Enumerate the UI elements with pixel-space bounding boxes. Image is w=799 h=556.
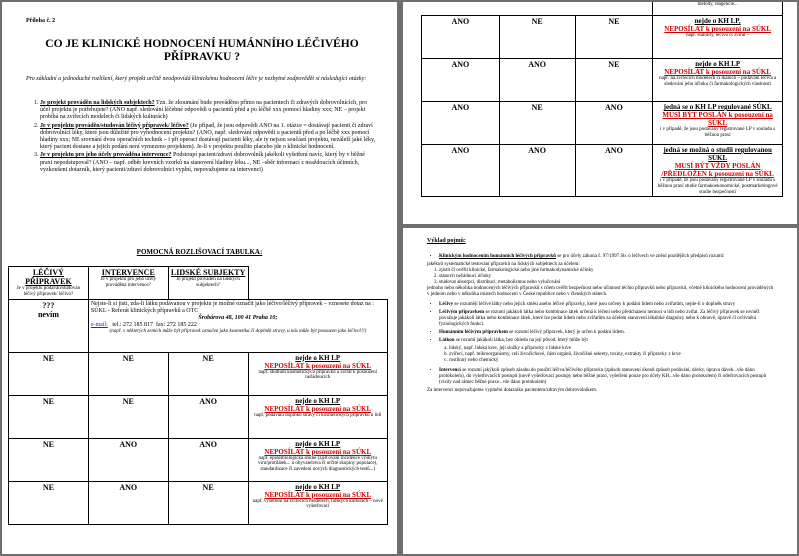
intro-text: Pro základní a jednoduché rozlišení, který projekt určitě neodpovídá klinickému hodnocení léčiv je nezbytné zodpovědět si následující otázky:: [26, 76, 367, 82]
table-cell: NE: [88, 395, 168, 438]
table-cell: ANO: [168, 395, 248, 438]
page-title: [22, 38, 382, 64]
definition-subitem: 2. stanovit nežádoucí účinky: [439, 274, 777, 280]
action-text: NEPOSÍLAT k posouzení na SÚKL: [264, 404, 372, 413]
table-cell: NE: [9, 352, 89, 395]
verdict-note: např. studium kosmetických přípravků a zvířat k posouzení nežádoucích: [258, 369, 378, 381]
table-row: [9, 481, 388, 524]
definition-item: • Látkou se rozumí jakákoli látka, bez ohledu na její původ, který může být: [439, 338, 777, 344]
verdict-text: jedná se možná o studii regulovanou SÚKL: [663, 146, 772, 162]
verdict-note: např. vyšetření na zvířecích modelech, lidských kulturách – nové vyšetřovací: [252, 498, 383, 510]
action-text: NEPOSÍLAT k posouzení na SÚKL: [264, 490, 372, 499]
table-header-row: [9, 267, 388, 300]
annex-label: Příloha č. 2: [26, 18, 56, 24]
question-item: 2. Je v projektu prováděn/studován léčivý přípravek/ léčivo? (Je případ, že jsou odpovědi ANO na 1. otázce = dostávají pacienti či zdraví dobrovolníci léky, které jsou důležité pro vyhodnocení projektu? (ANO, např. sledování odpovědi u pacientů před a po léčbě xxx pomocí hladiny xxx; NE srovnání dvou operačních technik – i při operaci dostávají pacienti léky, ale ty nejsou součástí projektu, nezáleží jaké léky, který pacient dostane a jejich podání není vymezeno projektem). Je-li v projektu použito placebo jde o klinické hodnocení.: [40, 123, 376, 152]
verdict-cell: [653, 16, 783, 59]
header-medicine: LÉČIVÝ PŘÍPRAVEK Je v projektu podáván/studován léčivý přípravek/ léčivo?: [9, 267, 89, 300]
top-note: metody, reagencie...: [653, 2, 783, 16]
action-text: NEPOSÍLAT k posouzení na SÚKL: [664, 25, 772, 33]
verdict-text: jedná se o KH LP regulované SÚKL: [663, 103, 772, 111]
table-cell: NE: [499, 102, 575, 145]
table-cell: ANO: [575, 102, 653, 145]
verdict-cell: [653, 59, 783, 102]
question-item: 1. Je projekt prováděn na lidských subjektech? Tzn. že zkoumání bude prováděno přímo na pacientech či zdravých dobrovolnících, pro účel projektu je potřebujete? (ANO např. sledování léčebné odpovědi u pacientů před a po léčbě xxx pomocí hladiny xxx; NE – projekt probíhá na zvířecích modelech či lidských kulturách): [40, 100, 376, 122]
table-cell: NE: [575, 59, 653, 102]
table-cell: ANO: [499, 145, 575, 197]
table-cell: ANO: [168, 438, 248, 481]
table-cell: NE: [9, 395, 89, 438]
title-line-1: CO JE KLINICKÉ HODNOCENÍ HUMÁNNÍHO LÉČIVÉHO: [45, 38, 359, 50]
table-row: [422, 16, 783, 59]
substance-origin-item: c. rostlinný nebo chemický: [449, 358, 777, 364]
table-cell: NE: [88, 352, 168, 395]
table-cell: NE: [9, 438, 89, 481]
verdict-note: i v případě, že jsou podávány registrované LP v souladu s běžnou praxí studie farmakoekonomické, postmarketingové studie bezpečnosti: [657, 178, 778, 195]
verdict-text: nejde o KH LP: [295, 353, 341, 362]
table-cell: NE: [168, 481, 248, 524]
action-text: NEPOSÍLAT k posouzení na SÚKL: [264, 447, 372, 456]
document-page-1: [2, 2, 397, 554]
table-row: [422, 102, 783, 145]
table-title: POMOCNÁ ROZLIŠOVACÍ TABULKA:: [136, 248, 263, 256]
verdict-text: nejde o KH LP,: [694, 17, 741, 25]
action-text: MUSÍ BÝT POSLÁN k posouzení na SÚKL: [662, 111, 773, 127]
table-cell: ANO: [88, 481, 168, 524]
definition-subitem: 1. zjistit či ověřit klinické, farmakologické nebo jiné farmakodynamické účinky: [439, 268, 777, 274]
header-intervention: INTERVENCE Je v projektu pro jeho účely prováděna intervence?: [88, 267, 168, 300]
table-row: [9, 438, 388, 481]
substance-origin-item: b. zvířecí, např. mikroorganismy, celí živočichové, části orgánů, živočišné sekrety, toxiny, extrakty či přípravky z krve: [449, 352, 777, 358]
table-row: [9, 395, 388, 438]
action-text: NEPOSÍLAT k posouzení na SÚKL: [264, 361, 372, 370]
question-item: 3. Je v projektu pro jeho účely prováděna intervence? Podstoupí pacient/zdraví dobrovolník jakékoli vyšetření navíc, který by v běžné praxi nepodstupoval? (ANO – např. odběr krevních vzorků na stanovení hladiny léku..., NE –sběr informací z neaždoucích účinních, vyzkoušeni dotazník, který pacienti/zdraví dobrovolníci vyplní, nepovažujeme za intervenci): [40, 152, 376, 174]
action-text: MUSÍ BÝT VŽDY POSLÁN /PŘEDLOŽEN k posouzení na SÚKL: [661, 162, 774, 178]
table-cell: NE: [575, 16, 653, 59]
verdict-text: nejde o KH LP: [295, 439, 341, 448]
table-cell: NE: [168, 352, 248, 395]
verdict-text: nejde o KH LP: [295, 396, 341, 405]
document-page-3: [403, 228, 797, 554]
action-text: NEPOSÍLAT k posouzení na SÚKL: [664, 68, 772, 76]
verdict-cell: [248, 438, 387, 481]
substance-origin-item: a. lidský, např. lidská krev, její složky a přípravky z lidské krve: [449, 346, 777, 352]
document-page-2: [403, 2, 797, 224]
verdict-text: nejde o KH LP: [295, 482, 341, 491]
table-cell: ANO: [422, 102, 500, 145]
table-cell: ANO: [499, 59, 575, 102]
table-cell: ANO: [88, 438, 168, 481]
table-row: [9, 352, 388, 395]
title-line-2: PŘÍPRAVKU ?: [163, 51, 241, 64]
verdict-cell: [248, 481, 387, 524]
definitions-heading: Výklad pojmů:: [427, 238, 466, 244]
questions-list: [26, 100, 376, 175]
definition-item: • Humánním léčivým přípravkem se rozumí léčivý přípravek, který je určen k podání lidem.: [439, 330, 777, 336]
definition-intervention: • Intervencí se rozumí jakýkoli způsob zásahu do použití léčiva/léčivého přípravku (způsob stanovení úkonů způsob podávání, dávky, úprava dávek...vše dáno protokolem), do vyšetřovacích postupů (nově vyšetřovací postupy nebo běžné praxí, vyšetření pouze pro účely KH...vše dáno protokolem) či odečtovacích postupů (visity nad rámec běžné praxe...vše dáno protokolem): [439, 368, 777, 386]
table-cell: NE: [9, 481, 89, 524]
table-cell: ANO: [575, 145, 653, 197]
verdict-note: např. podávání doplňků stravy či kosmetických přípravků u lidí: [254, 412, 382, 418]
verdict-text: nejde o KH LP: [695, 60, 741, 68]
definition-item: • Léčivy se rozumějí léčivé látky nebo jejich směsi anebo léčivé přípravky, které jsou určeny k podání lidem nebo zvířatům, nejde-li o doplněk stravy: [439, 302, 777, 308]
table-cell: ANO: [422, 145, 500, 197]
definitions-list: • Klinickým hodnocením humánních léčivých přípravků se pro účely zákona č. 97/1997 Sb. o léčivech ve znění pozdějších předpisů rozumí: jakékoli systematické testování přípravků na lidských subjektech za účelem: 1. zjistit či ověřit klinické, farmakologické nebo jiné farmakodynamické účinky 2. stanovit nežádoucí účinky 3. studovat absorpci, distribuci, metabolismus nebo vylučování jednoho nebo několika hodnocených léčivých přípravků s cílem ověřit bezpečnost nebo účinnost těchto přípravků nebo přípravků, včetně klinického hodnocení prováděných v jednom nebo v několika místech hodnocení v České republice nebo v členských státech. • Léčivy se rozumějí léčivé látky nebo jejich směsi anebo léčivé přípravky, které jsou určeny k podání lidem nebo zvířatům, nejde-li o doplněk stravy • Léčivým přípravkem se rozumí jakákoli látka nebo kombinace látek určená k léčení nebo předcházení nemoci u lidí nebo zvířat. Za léčivý přípravek se rovněž považuje jakákoli látka nebo kombinace látek, které lze podat lidem nebo zvířatům za účelem stanovení lékařské diagnózy nebo k obnově, úpravě či ovlivnění fyziologických funkcí. • Humánním léčivým přípravkem se rozumí léčivý přípravek, který je určen k podání lidem. • Látkou se rozumí jakákoli látka, bez ohledu na její původ, který může být a. lidský, např. lidská krev, její složky a přípravky z lidské krve b. zvířecí, např. mikroorganismy, celí živočichové, části orgánů, živočišné sekrety, toxiny, extrakty či přípravky z krve c. rostlinný nebo chemický • Intervencí se rozumí jakýkoli způsob zásahu do použití léčiva/léčivého přípravku (způsob stanovení úkonů způsob podávání, dávky, úprava dávek...vše dáno protokolem), do vyšetřovacích postupů (nově vyšetřovací postupy nebo běžné praxí, vyšetření pouze pro účely KH...vše dáno protokolem) či odečtovacích postupů (visity nad rámec běžné praxe...vše dáno protokolem) Za intervenci nepovažujeme vyplnění dotazníku pacientem/zdravým dobrovolníkem.: [427, 254, 777, 394]
definition-subitem: 3. studovat absorpci, distribuci, metabolismus nebo vylučování: [439, 280, 777, 286]
table-cell: ANO: [422, 59, 500, 102]
verdict-cell: [248, 352, 387, 395]
definition-clinical-trial: • Klinickým hodnocením humánních léčivých přípravků se pro účely zákona č. 97/1997 Sb. o léčivech ve znění pozdějších předpisů rozumí:: [439, 254, 777, 260]
verdict-cell: [653, 145, 783, 197]
verdict-note: např. na zvířecích modelech či tkáních – podávání léčiva a sledování jeho účinku či farmakologických vlastností: [659, 76, 777, 87]
decision-table: [8, 266, 388, 525]
unknown-row: ??? nevím Nejste-li si jisti, zda-li látku podávanou v projektu je možné označit jako léčivo/léčivý přípravek – vznesete dotaz na : SÚKL - Referát klinických přípravků a OTC Šrobárova 48, 100 41 Praha 10; e-mail: tel.: 272 185 817 fax: 272 185 222 (např. v některých zemích může být přípravek označen jako kosmetika či doplněk stravy, u nás může být posouzen jako léčivo!!!): [9, 299, 388, 352]
verdict-cell: [653, 102, 783, 145]
verdict-cell: [248, 395, 387, 438]
table-cell: ANO: [422, 16, 500, 59]
unknown-row-text: Nejste-li si jisti, zda-li látku podávanou v projektu je možné označit jako léčivo/léčivý přípravek – vznesete dotaz na : SÚKL - Referát klinických přípravků a OTC Šrobárova 48, 100 41 Praha 10; e-mail: tel.: 272 185 817 fax: 272 185 222 (např. v některých zemích může být přípravek označen jako kosmetika či doplněk stravy, u nás může být posouzen jako léčivo!!!): [88, 299, 387, 352]
verdict-note: např. stability, léčivo či zvířat –: [686, 33, 750, 38]
verdict-note: i v případě, že jsou podávány registrované LP v souladu s běžnou praxí: [660, 127, 776, 138]
email-link[interactable]: e-mail:: [90, 322, 108, 329]
header-human-subjects: LIDSKÉ SUBJEKTY Je projekt prováděn na lidských subjektech?: [168, 267, 248, 300]
verdict-note: např. epidemiologická studie (zjišťování incidence výskytu viru/protilátek... u obyvatelstva či určité skupiny populace), standardizace či zavedení nových diagnostických testů...): [258, 455, 378, 472]
table-row: [422, 59, 783, 102]
definition-item: • Léčivým přípravkem se rozumí jakákoli látka nebo kombinace látek určená k léčení nebo předcházení nemoci u lidí nebo zvířat. Za léčivý přípravek se rovněž považuje jakákoli látka nebo kombinace látek, které lze podat lidem nebo zvířatům za účelem stanovení lékařské diagnózy nebo k obnově, úpravě či ovlivnění fyziologických funkcí.: [439, 310, 777, 328]
table-cell: NE: [499, 16, 575, 59]
table-row: [422, 145, 783, 197]
decision-table-continued: [421, 2, 783, 197]
